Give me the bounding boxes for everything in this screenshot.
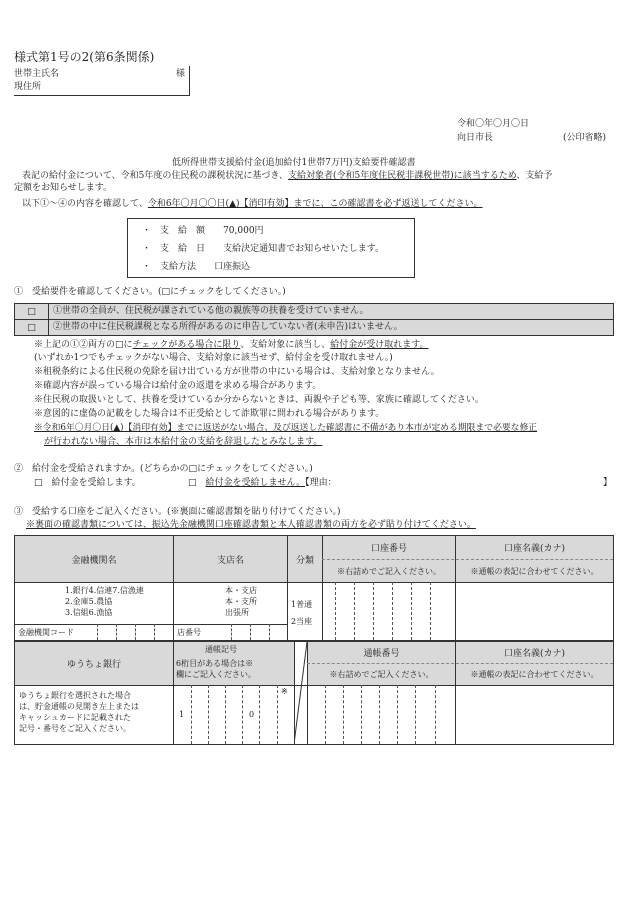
header-yucho-holder-note: ※通帳の表記に合わせてください。: [470, 670, 599, 679]
yucho-table: [14, 641, 614, 745]
account-holder-input[interactable]: [456, 582, 613, 640]
note-5: ※住民税の取扱いとして、扶養を受けているか分からないときは、両親や子ども等、家族に確認してください。: [34, 395, 484, 405]
check-text-1: ①世帯の全員が、住民税が課されている他の親族等の扶養を受けていません。: [53, 306, 369, 316]
deadline-note-2: が行われない場合、本市は本給付金の支給を辞退したとみなします。: [44, 437, 323, 447]
reason-close: 】: [603, 478, 613, 488]
page-title: 低所得世帯支援給付金(追加給付1世帯7万円)支給要件確認書: [172, 158, 416, 168]
diagonal-slash: [294, 642, 308, 744]
branch-type-option-1[interactable]: 本・支店: [225, 586, 257, 595]
issue-date: 令和〇年〇月〇日: [457, 119, 530, 129]
option-decline[interactable]: □ 給付金を受給しません。【理由：: [188, 478, 337, 488]
intro-line2: 定額をお知らせします。: [14, 183, 113, 193]
info-row-date: ・ 支 給 日 支給決定通知書でお知らせいたします。: [142, 244, 385, 254]
honorific: 様: [176, 69, 186, 79]
issuer: 向日市長: [457, 133, 494, 143]
payment-info-box: [127, 218, 415, 278]
yucho-desc-3: キャッシュカードに記載された: [19, 713, 131, 722]
account-type-current[interactable]: 2当座: [291, 617, 313, 626]
section3-heading: ③ 受給する口座をご記入ください。(※裏面に確認書類を貼り付けてください。): [14, 507, 341, 517]
header-account-number: 口座番号: [370, 544, 407, 554]
yucho-desc-4: 記号・番号をご記入ください。: [19, 724, 131, 733]
branch-type-option-2[interactable]: 本・支所: [225, 597, 257, 606]
recipient-name-label: 世帯主氏名: [14, 69, 60, 79]
header-type: 分類: [295, 555, 314, 566]
form-number: 様式第1号の2(第6条関係): [14, 50, 155, 64]
header-yucho-holder: 口座名義(カナ): [503, 649, 566, 659]
section2-heading: ② 給付金を受給されますか。(どちらかの□にチェックをしてください。): [14, 464, 313, 474]
option-receive[interactable]: □ 給付金を受給します。: [34, 478, 141, 488]
bank-type-option-3[interactable]: 3.信組6.漁協: [65, 608, 113, 617]
branch-number-label: 店番号: [177, 628, 201, 637]
note-1: ※上記の①②両方の□にチェックがある場合に限り、支給対象に該当し、給付金が受け取れます。: [34, 340, 429, 350]
check-box-2[interactable]: □: [27, 322, 36, 333]
header-yucho-bank: ゆうちょ銀行: [66, 660, 121, 670]
yucho-desc-1: ゆうちょ銀行を選択された場合: [19, 691, 131, 700]
info-row-amount: ・ 支 給 額 70,000円: [142, 226, 264, 236]
header-account-note: ※右詰めでご記入ください。: [337, 566, 441, 576]
info-row-method: ・ 支給方法 口座振込: [142, 262, 251, 272]
note-2: (いずれか1つでもチェックがない場合、支給対象に該当せず、給付金を受け取れません。): [34, 353, 393, 363]
intro-line1: 表記の給付金について、令和5年度の住民税の課税状況に基づき、支給対象者(令和5年度住民税非課税世帯)に該当するため、支給予: [22, 171, 553, 181]
note-3: ※租税条約による住民税の免除を届け出ている方が世帯の中にいる場合は、支給対象となりません。: [34, 367, 440, 377]
symbol-prefilled-0: 0: [249, 710, 255, 719]
yucho-holder-input[interactable]: [456, 686, 613, 744]
bank-type-option-1[interactable]: 1.銀行4.信連7.信漁連: [65, 586, 144, 595]
section3-note: ※裏面の確認書類については、振込先金融機関口座確認書類と本人確認書類の両方を必ず貼り付けてください。: [26, 520, 476, 530]
bank-account-table: [14, 535, 614, 641]
header-bank-name: 金融機関名: [71, 555, 117, 566]
header-holder-note: ※通帳の表記に合わせてください。: [470, 566, 599, 576]
symbol-prefilled-1: 1: [179, 710, 185, 719]
section1-heading: ① 受給要件を確認してください。(□にチェックをしてください。): [14, 287, 286, 297]
requirements-table: [14, 303, 614, 336]
intro-line3: 以下①〜④の内容を確認して、令和6年〇月〇〇日(▲)【消印有効】までに、この確認書を必ず返送してください。: [22, 199, 483, 209]
seal-omitted: (公印省略): [563, 133, 607, 143]
header-passbook-number: 通帳番号: [363, 649, 400, 659]
check-text-2: ②世帯の中に住民税課税となる所得があるのに申告していない者(未申告)はいません。: [53, 322, 403, 332]
branch-type-option-3[interactable]: 出張所: [225, 608, 249, 617]
note-4: ※確認内容が誤っている場合は給付金の返還を求める場合があります。: [34, 381, 322, 391]
header-number-note: ※右詰めでご記入ください。: [329, 670, 434, 679]
bank-code-label: 金融機関コード: [18, 628, 74, 637]
check-box-1[interactable]: □: [27, 306, 36, 317]
account-type-ordinary[interactable]: 1普通: [291, 600, 313, 609]
symbol-asterisk: ※: [281, 687, 288, 696]
header-branch: 支店名: [216, 555, 244, 566]
yucho-desc-2: は、貯金通帳の見開き左上または: [19, 702, 139, 711]
header-account-holder: 口座名義(カナ): [503, 544, 566, 554]
address-label: 現住所: [14, 82, 42, 92]
header-symbol-note-2: 欄にご記入ください。: [176, 670, 256, 679]
deadline-note-1: ※令和6年〇月〇日(▲)【消印有効】までに返送がない場合、及び返送した確認書に不備があり本市が定める期限まで必要な修正: [34, 423, 538, 433]
header-symbol-note-1: 6桁目がある場合は※: [176, 659, 254, 668]
note-6: ※意図的に虚偽の記載をした場合は不正受給として詐欺罪に問われる場合があります。: [34, 409, 385, 419]
bank-type-option-2[interactable]: 2.金庫5.農協: [65, 597, 113, 606]
header-passbook-symbol: 通帳記号: [205, 645, 237, 654]
